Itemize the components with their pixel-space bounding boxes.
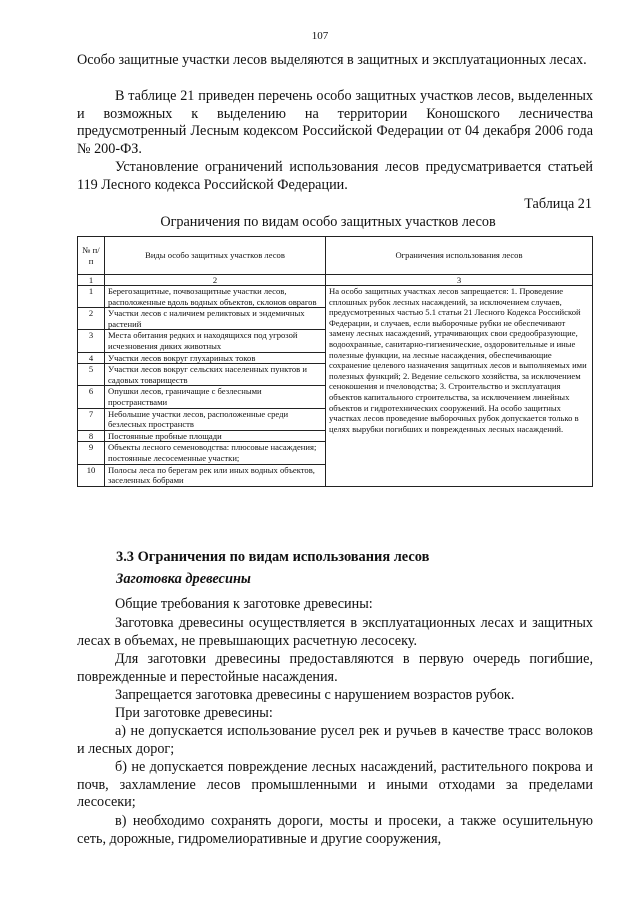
- row-number: 10: [78, 464, 105, 486]
- table-header-row: [78, 237, 593, 275]
- table-label: Таблица 21: [524, 196, 592, 212]
- row-type: Полосы леса по берегам рек или иных водных объектов, заселенных бобрами: [105, 464, 326, 486]
- column-number-row: [78, 275, 593, 286]
- table-row: [78, 286, 593, 308]
- header-restrictions: Ограничения использования лесов: [326, 237, 593, 275]
- row-type: Опушки лесов, граничащие с безлесными пространствами: [105, 386, 326, 408]
- body-paragraph-8: в) необходимо сохранять дороги, мосты и просеки, а также осушительную сеть, дорожные, гидромелиоративные и другие сооружения,: [77, 813, 593, 847]
- header-number: № п/п: [78, 237, 105, 275]
- row-type: Постоянные пробные площади: [105, 430, 326, 442]
- row-type: Места обитания редких и находящихся под угрозой исчезновения диких животных: [105, 330, 326, 352]
- body-paragraph-4: Запрещается заготовка древесины с нарушением возрастов рубок.: [115, 687, 515, 703]
- row-number: 9: [78, 442, 105, 464]
- restrictions-table: [77, 236, 593, 487]
- subsection-heading: Заготовка древесины: [116, 571, 251, 587]
- body-paragraph-6: а) не допускается использование русел рек и ручьев в качестве трасс волоков и лесных дорог;: [77, 723, 593, 757]
- row-type: Небольшие участки лесов, расположенные среди безлесных пространств: [105, 408, 326, 430]
- row-type: Объекты лесного семеноводства: плюсовые насаждения; постоянные лесосеменные участки;: [105, 442, 326, 464]
- table-title: Ограничения по видам особо защитных участков лесов: [160, 214, 496, 230]
- intro-paragraph-1: Особо защитные участки лесов выделяются в защитных и эксплуатационных лесах.: [77, 52, 587, 68]
- row-number: 4: [78, 352, 105, 364]
- row-number: 5: [78, 364, 105, 386]
- intro-paragraph-3: Установление ограничений использования лесов предусматривается статьей 119 Лесного кодекса Российской Федерации.: [77, 159, 593, 193]
- header-type: Виды особо защитных участков лесов: [105, 237, 326, 275]
- row-type: Участки лесов с наличием реликтовых и эндемичных растений: [105, 308, 326, 330]
- intro-paragraph-2: В таблице 21 приведен перечень особо защитных участков лесов, выделенных и возможных к выделению на территории Коношского лесничества предусмотренный Лесным кодексом Российской Федерации от 04 декабря 2006 года № 200-ФЗ.: [77, 88, 593, 157]
- body-paragraph-2: Заготовка древесины осуществляется в эксплуатационных лесах и защитных лесах в объемах, не превышающих расчетную лесосеку.: [77, 615, 593, 649]
- row-number: 3: [78, 330, 105, 352]
- restrictions-cell: На особо защитных участках лесов запрещается: 1. Проведение сплошных рубок лесных насаждений, за исключением случаев, предусмотренных частью 5.1 статьи 21 Лесного Кодекса Российской Федерации, и случаев, если выборочные рубки не обеспечивают замену лесных насаждений, утрачивающих свои средообразующие, водоохранные, санитарно-гигиенические, оздоровительные и иные полезные функции, на лесные насаждения, обеспечивающие сохранение целевого назначения защитных лесов и выполняемых ими полезных функций; 2. Ведение сельского хозяйства, за исключением сенокошения и пчеловодства; 3. Строительство и эксплуатация объектов капитального строительства, за исключением линейных объектов и гидротехнических сооружений. На особо защитных участках лесов проведение выборочных рубок допускается только в целях вырубки погибших и поврежденных лесных насаждений.: [326, 286, 593, 487]
- row-number: 1: [78, 286, 105, 308]
- section-heading: 3.3 Ограничения по видам использования лесов: [116, 549, 430, 565]
- row-type: Берегозащитные, почвозащитные участки лесов, расположенные вдоль водных объектов, склонов оврагов: [105, 286, 326, 308]
- column-number: 2: [105, 275, 326, 286]
- body-paragraph-3: Для заготовки древесины предоставляются в первую очередь погибшие, поврежденные и перестойные насаждения.: [77, 651, 593, 685]
- row-number: 8: [78, 430, 105, 442]
- row-number: 7: [78, 408, 105, 430]
- row-number: 6: [78, 386, 105, 408]
- column-number: 3: [326, 275, 593, 286]
- page-number: 107: [311, 30, 329, 42]
- body-paragraph-5: При заготовке древесины:: [115, 705, 273, 721]
- column-number: 1: [78, 275, 105, 286]
- row-type: Участки лесов вокруг сельских населенных пунктов и садовых товариществ: [105, 364, 326, 386]
- row-number: 2: [78, 308, 105, 330]
- body-paragraph-1: Общие требования к заготовке древесины:: [115, 596, 373, 612]
- row-type: Участки лесов вокруг глухариных токов: [105, 352, 326, 364]
- body-paragraph-7: б) не допускается повреждение лесных насаждений, растительного покрова и почв, захламление лесов промышленными и иными отходами за пределами лесосеки;: [77, 759, 593, 810]
